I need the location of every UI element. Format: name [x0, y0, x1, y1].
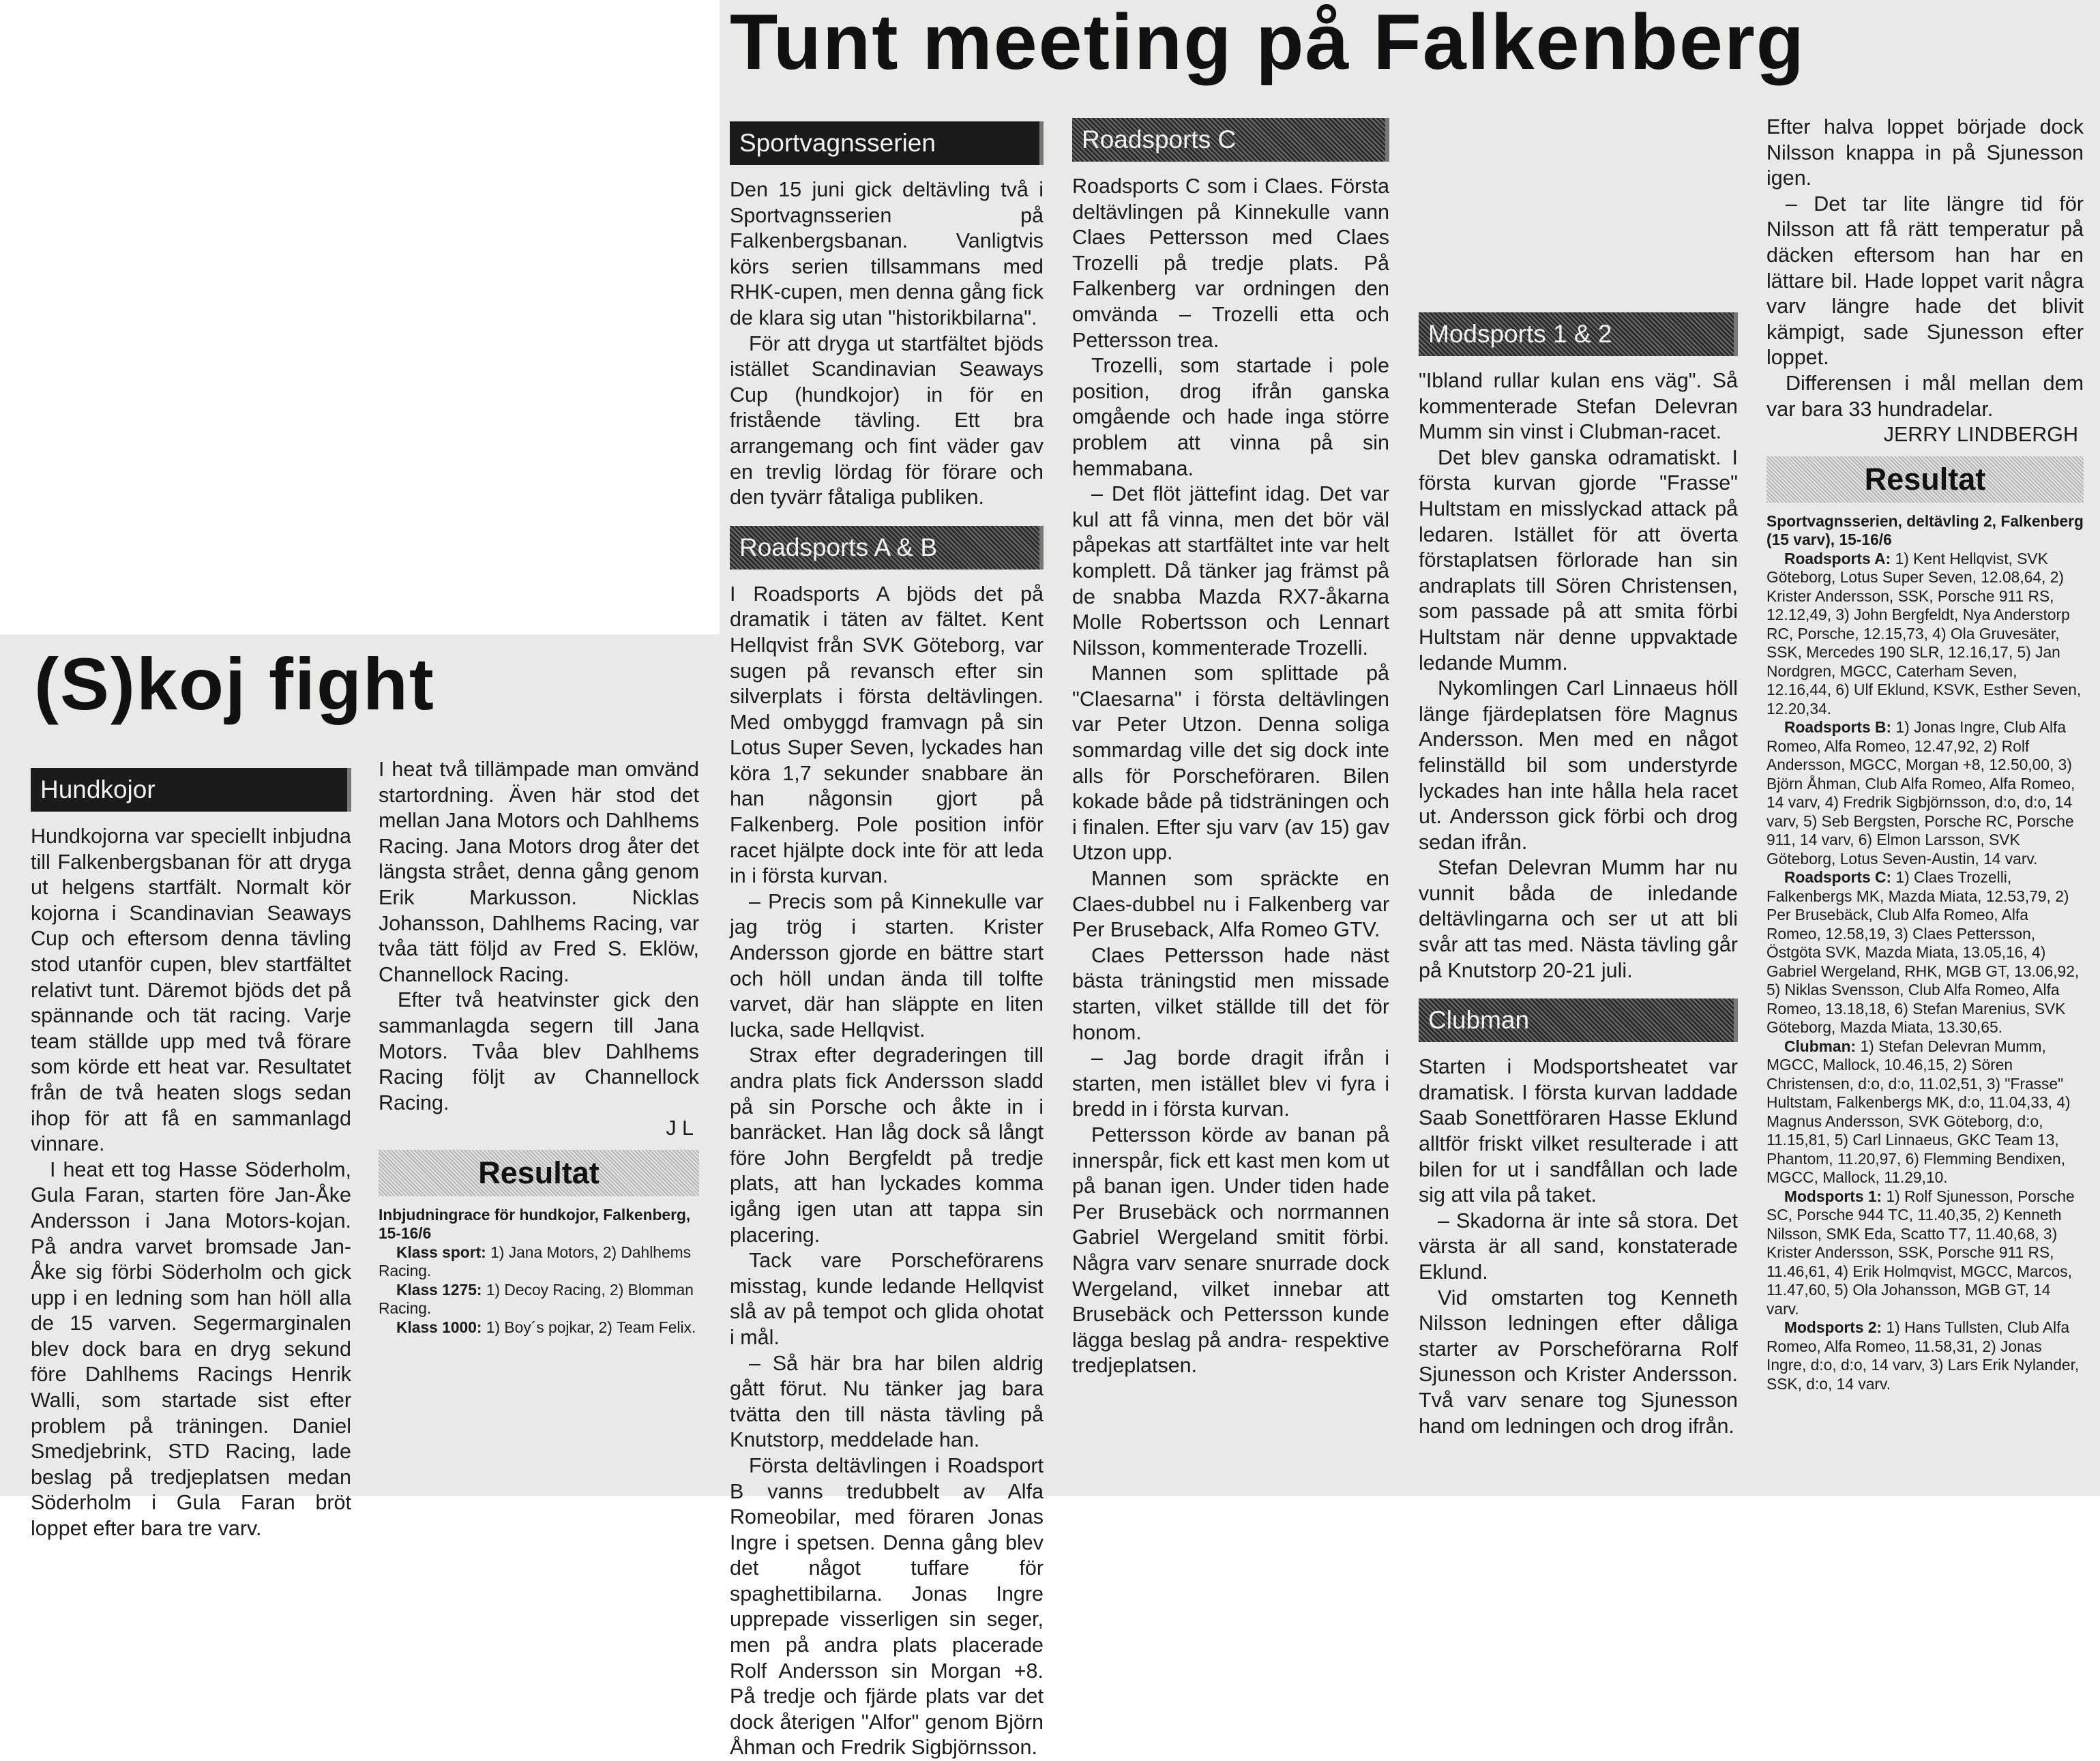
paragraph: Strax efter degraderingen till andra plats fick Andersson sladd på sin Porsche och åkte in i banräcket. Han låg dock så långt före John Bergfeldt på tredje plats, att han lyckades komma igång igen utan att tappa sin placering. — [730, 1044, 1044, 1247]
result-class — [1766, 718, 2084, 868]
result-class — [379, 1243, 699, 1281]
results-block — [1766, 512, 2084, 1394]
paragraph: Differensen i mål mellan dem var bara 33 hundradelar. — [1766, 371, 2084, 421]
result-class-name: Modsports 1: — [1784, 1187, 1882, 1205]
paragraph: Efter två heatvinster gick den sammanlagda segern till Jana Motors. Tvåa blev Dahlhems Racing följt av Channellock Racing. — [379, 988, 699, 1114]
result-class — [1766, 1037, 2084, 1187]
side-column-1 — [31, 763, 351, 1542]
main-column-1 — [730, 116, 1044, 1761]
result-class-text: 1) Hans Tullsten, Club Alfa Romeo, Alfa Romeo, 11.58,31, 2) Jonas Ingre, d:o, d:o, 14 varv, 3) Lars Erik Nylander, SSK, d:o, 14 varv. — [1766, 1318, 2080, 1393]
section-heading-modsports: Modsports 1 & 2 — [1419, 312, 1738, 356]
side-column-2 — [379, 757, 699, 1337]
section-heading-hundkojor: Hundkojor — [31, 768, 351, 812]
paragraph: Tack vare Porscheförarens misstag, kunde ledande Hellqvist slå av på tempot och glida ohotat i mål. — [730, 1249, 1044, 1349]
result-class — [379, 1318, 699, 1337]
result-class-text: 1) Decoy Racing, 2) Blomman Racing. — [379, 1280, 694, 1318]
main-headline: Tunt meeting på Falkenberg — [730, 0, 1805, 86]
paragraph: Första deltävlingen i Roadsport B vanns tredubbelt av Alfa Romeobilar, med föraren Jonas Ingre i spetsen. Denna gång blev det något tuffare för spaghettibilarna. Jonas Ingre upprepade visserligen sin seger, men på andra plats placerade Rolf Andersson sin Morgan +8. På tredje och fjärde plats var det dock återigen "Alfor" genom Björn Åhman och Fredrik Sigbjörnsson. — [730, 1453, 1044, 1760]
main-column-2 — [1072, 113, 1389, 1379]
results-title: Inbjudningrace för hundkojor, Falkenberg, 15-16/6 — [379, 1205, 691, 1243]
paragraph: I heat två tillämpade man omvänd startordning. Även här stod det mellan Jana Motors och Dahlhems Racing. Jana Motors drog åter det längsta strået, denna gång genom Erik Markusson. Nicklas Johansson, Dahlhems Racing, var tvåa tätt följd av Fred S. Eklöw, Channellock Racing. — [379, 758, 699, 986]
paragraph: Vid omstarten tog Kenneth Nilsson ledningen efter dåliga starter av Porscheförarna Rolf Sjunesson och Krister Andersson. Två varv senare tog Sjunesson hand om ledningen och drog ifrån. — [1419, 1286, 1738, 1438]
result-class-text: 1) Jonas Ingre, Club Alfa Romeo, Alfa Romeo, 12.47,92, 2) Rolf Andersson, MGCC, Morgan +8, 12.50,00, 3) Björn Åhman, Club Alfa Romeo, Alfa Romeo, 14 varv, 4) Fredrik Sigbjörnsson, d:o, d:o, 14 varv, 5) Seb Bergsten, Porsche RC, Porsche 911, 14 varv, 6) Elmon Larsson, SVK Göteborg, Lotus Seven-Austin, 14 varv. — [1766, 718, 2075, 868]
paragraph: Trozelli, som startade i pole position, drog ifrån ganska omgående och hade inga större problem att vinna på sin hemmabana. — [1072, 354, 1389, 480]
main-column-4 — [1766, 115, 2084, 1393]
section-heading-roadsports-ab: Roadsports A & B — [730, 526, 1044, 569]
result-class-name: Klass 1000: — [396, 1318, 482, 1336]
result-class — [379, 1281, 699, 1318]
result-class — [1766, 1318, 2084, 1393]
paragraph: Roadsports C som i Claes. Första deltävlingen på Kinnekulle vann Claes Pettersson med Claes Trozelli på tredje plats. På Falkenberg var ordningen den omvända – Trozelli etta och Pettersson trea. — [1072, 175, 1389, 352]
paragraph: – Så här bra har bilen aldrig gått förut. Nu tänker jag bara tvätta den till nästa tävling på Knutstorp, meddelade han. — [730, 1351, 1044, 1452]
result-class-name: Modsports 2: — [1784, 1318, 1882, 1337]
result-class-name: Klass 1275: — [396, 1280, 482, 1299]
result-class-text: 1) Stefan Delevran Mumm, MGCC, Mallock, 10.46,15, 2) Sören Christensen, d:o, d:o, 11.02,51, 3) "Frasse" Hultstam, Falkenbergs MK, d:o, 11.04,33, 4) Magnus Andersson, SVK Göteborg, d:o, 11.15,81, 5) Carl Linnaeus, GKC Team 13, Phantom, 11.20,97, 6) Flemming Bendixen, MGCC, Mallock, 11.29,10. — [1766, 1037, 2071, 1187]
paragraph: "Ibland rullar kulan ens väg". Så kommenterade Stefan Delevran Mumm sin vinst i Clubman-racet. — [1419, 369, 1738, 444]
paragraph: – Precis som på Kinnekulle var jag trög i starten. Krister Andersson gjorde en bättre start och höll undan ända till tolfte varvet, där han släppte en liten lucka, sade Hellqvist. — [730, 889, 1044, 1041]
results-banner: Resultat — [1766, 456, 2084, 503]
results-title: Sportvagnsserien, deltävling 2, Falkenberg (15 varv), 15-16/6 — [1766, 512, 2084, 549]
paragraph: I Roadsports A bjöds det på dramatik i täten av fältet. Kent Hellqvist från SVK Göteborg, var sugen på revansch efter sin silverplats i första deltävlingen. Med ombyggd framvagn på sin Lotus Super Seven, lyckades han köra 1,7 sekunder snabbare än han någonsin gjort på Falkenberg. Pole position inför racet hjälpte dock inte för att leda in i första kurvan. — [730, 582, 1044, 888]
paragraph: Nykomlingen Carl Linnaeus höll länge fjärdeplatsen före Magnus Andersson. Men med en något felinställd bil som understyrde lyckades han inte hålla hela racet ut. Andersson gick förbi och drog sedan ifrån. — [1419, 677, 1738, 854]
result-class-text: 1) Claes Trozelli, Falkenbergs MK, Mazda Miata, 12.53,79, 2) Per Brusebäck, Club Alfa Romeo, Alfa Romeo, 12.58,19, 3) Claes Pettersson, Östgöta SVK, Mazda Miata, 13.05,16, 4) Gabriel Wergeland, RHK, MGB GT, 13.06,92, 5) Niklas Svensson, Club Alfa Romeo, Alfa Romeo, 13.18,18, 6) Stefan Marenius, SVK Göteborg, Mazda Miata, 13.30,65. — [1766, 868, 2080, 1037]
signature: J L — [666, 1116, 694, 1140]
paragraph: Efter halva loppet började dock Nilsson knappa in på Sjunesson igen. — [1766, 115, 2084, 190]
side-headline: (S)koj fight — [34, 642, 435, 725]
result-class — [1766, 1187, 2084, 1319]
results-banner: Resultat — [379, 1150, 699, 1196]
result-class-text: 1) Jana Motors, 2) Dahlhems Racing. — [379, 1243, 692, 1280]
paragraph: – Det tar lite längre tid för Nilsson att få rätt temperatur på däcken eftersom han har en lättare bil. Hade loppet varit några varv längre hade det blivit kämpigt, sade Sjunesson efter loppet. — [1766, 192, 2084, 370]
paragraph: Stefan Delevran Mumm har nu vunnit båda de inledande deltävlingarna och ser ut att bli svår att tas med. Nästa tävling går på Knutstorp 20-21 juli. — [1419, 856, 1738, 982]
paragraph: – Skadorna är inte så stora. Det värsta är all sand, konstaterade Eklund. — [1419, 1209, 1738, 1284]
result-class — [1766, 868, 2084, 1037]
paragraph: Claes Pettersson hade näst bästa träningstid men missade starten, vilket ställde till det för honom. — [1072, 943, 1389, 1044]
main-column-3 — [1419, 307, 1738, 1439]
result-class-name: Roadsports C: — [1784, 868, 1892, 887]
result-class — [1766, 550, 2084, 719]
paragraph: Pettersson körde av banan på innerspår, fick ett kast men kom ut på banan igen. Under tiden hade Per Brusebäck och norrmannen Gabriel Wergeland smitit förbi. Några varv senare snurrade dock Wergeland, vilket innebar att Brusebäck och Pettersson kunde lägga beslag på andra- respektive tredjeplatsen. — [1072, 1123, 1389, 1378]
result-class-text: 1) Rolf Sjunesson, Porsche SC, Porsche 944 TC, 11.40,35, 2) Kenneth Nilsson, SMK Eda, Scatto T7, 11.40,68, 3) Krister Andersson, SSK, Porsche 911 RS, 11.46,61, 4) Erik Holmqvist, MGCC, Marcos, 11.47,60, 5) Ola Johansson, MGB GT, 14 varv. — [1766, 1187, 2075, 1318]
section-heading-clubman: Clubman — [1419, 998, 1738, 1042]
paragraph: Mannen som spräckte en Claes-dubbel nu i Falkenberg var Per Bruseback, Alfa Romeo GTV. — [1072, 867, 1389, 942]
results-block — [379, 1206, 699, 1337]
result-class-text: 1) Kent Hellqvist, SVK Göteborg, Lotus Super Seven, 12.08,64, 2) Krister Andersson, SSK, Porsche 911 RS, 12.12,49, 3) John Bergfeldt, Nya Anderstorp RC, Porsche, 12.15,73, 4) Ola Gruvesäter, SSK, Mercedes 190 SLR, 12.16,17, 5) Jan Nordgren, MGCC, Caterham Seven, 12.16,44, 6) Ulf Eklund, KSVK, Esther Seven, 12.20,34. — [1766, 549, 2082, 717]
result-class-name: Klass sport: — [396, 1243, 486, 1261]
paragraph: I heat ett tog Hasse Söderholm, Gula Faran, starten före Jan-Åke Andersson i Jana Motors-kojan. På andra varvet bromsade Jan-Åke sig förbi Söderholm och gick upp i en ledning som han höll alla de 15 varven. Segermarginalen blev dock bara en dryg sekund före Dahlhems Racings Henrik Walli, som startade sist efter problem på träningen. Daniel Smedjebrink, STD Racing, lade beslag på tredjeplatsen medan Söderholm i Gula Faran bröt loppet efter bara tre varv. — [31, 1157, 351, 1541]
paragraph: Den 15 juni gick deltävling två i Sportvagnsserien på Falkenbergsbanan. Vanligtvis körs serien tillsammans med RHK-cupen, men denna gång fick de klara sig utan "historikbilarna". — [730, 178, 1044, 329]
section-heading-roadsports-c: Roadsports C — [1072, 118, 1389, 162]
paragraph: Mannen som splittade på "Claesarna" i första deltävlingen var Peter Utzon. Denna soliga sommardag ville det sig dock inte alls för Porscheföraren. Bilen kokade både på tidsträningen och i finalen. Efter sju varv (av 15) gav Utzon upp. — [1072, 662, 1389, 865]
result-class-name: Roadsports B: — [1784, 718, 1892, 737]
byline: JERRY LINDBERGH — [1883, 423, 2078, 447]
result-class-name: Roadsports A: — [1784, 549, 1891, 567]
result-class-name: Clubman: — [1784, 1037, 1857, 1055]
paragraph: – Jag borde dragit ifrån i starten, men istället blev vi fyra i bredd in i första kurvan. — [1072, 1046, 1389, 1121]
result-class-text: 1) Boy´s pojkar, 2) Team Felix. — [486, 1318, 696, 1336]
section-heading-sportvagnsserien: Sportvagnsserien — [730, 121, 1044, 165]
paragraph: Hundkojorna var speciellt inbjudna till Falkenbergsbanan för att dryga ut helgens startfält. Normalt kör kojorna i Scandinavian Seaways Cup och eftersom denna tävling stod utanför cupen, blev startfältet relativt tunt. Däremot bjöds det på spännande och tät racing. Varje team ställde upp med två förare som körde ett heat var. Resultatet från de två heaten slogs sedan ihop för att få en sammanlagd vinnare. — [31, 825, 351, 1156]
paragraph: För att dryga ut startfältet bjöds istället Scandinavian Seaways Cup (hundkojor) in för en fristående tävling. Ett bra arrangemang och fint väder gav en trevlig lördag för förare och den tyvärr fåtaliga publiken. — [730, 331, 1044, 509]
paragraph: Starten i Modsportsheatet var dramatisk. I första kurvan laddade Saab Sonettföraren Hasse Eklund alltför friskt vilket resulterade i att bilen for ut i sandfållan och lade sig att vila på taket. — [1419, 1055, 1738, 1207]
paragraph: – Det flöt jättefint idag. Det var kul att få vinna, men det bör väl påpekas att startfältet inte var helt komplett. Då tänker jag främst på de snabba Mazda RX7-åkarna Molle Robertsson och Lennart Nilsson, kommenterade Trozelli. — [1072, 482, 1389, 660]
paragraph: Det blev ganska odramatiskt. I första kurvan gjorde "Frasse" Hultstam en misslyckad attack på ledaren. Istället för att överta förstaplatsen förlorade han sin andraplats till Sören Christensen, som passade på att smita förbi Hultstam när denne uppvaktade ledande Mumm. — [1419, 445, 1738, 675]
